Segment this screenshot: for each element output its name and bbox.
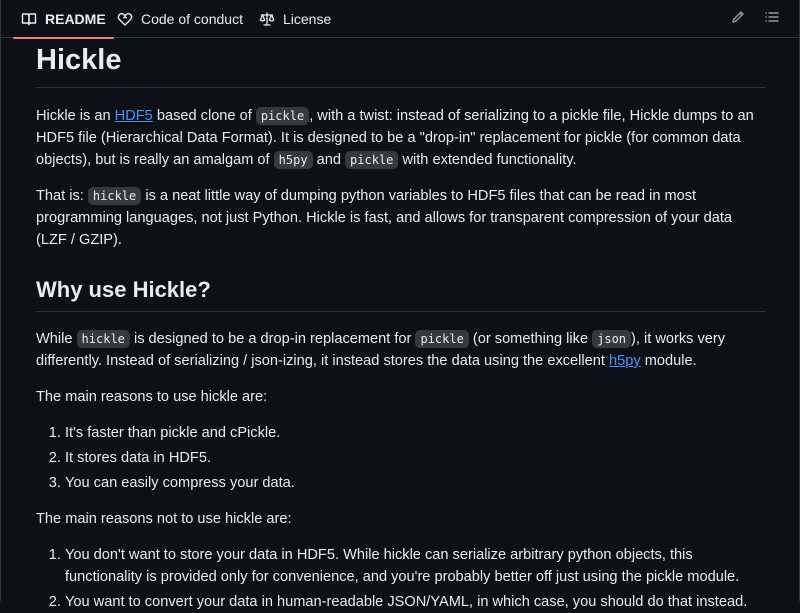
table-of-contents-button[interactable]: [762, 9, 782, 29]
hdf5-link[interactable]: HDF5: [114, 108, 153, 124]
list-item: 1. You don't want to store your data in HDF5. While hickle can serialize arbitrary python objects, this functionality is provided only for convenience, and you're probably better off just using the pickle module.: [65, 544, 766, 588]
text: While: [36, 331, 77, 347]
pencil-icon: [730, 9, 746, 30]
tab-readme-label: README: [45, 11, 106, 27]
text: and: [312, 152, 346, 168]
text: ), it works very differently. Instead of serializing / json-izing, it instead stores the data using the excellent: [36, 331, 726, 369]
why-paragraph: [36, 328, 766, 372]
text: That is:: [36, 188, 88, 204]
text: (or something like: [468, 331, 593, 347]
code-pickle: pickle: [345, 151, 398, 169]
not-reasons-intro: The main reasons not to use hickle are:: [36, 511, 292, 527]
list-item: 3. You can easily compress your data.: [65, 472, 766, 494]
readme-title: Hickle: [36, 38, 766, 88]
readme-tab-bar: [1, 0, 799, 38]
code-h5py: h5py: [274, 151, 313, 169]
text: based clone of: [152, 108, 256, 124]
heart-shield-icon: [117, 11, 133, 27]
tab-license-label: License: [283, 11, 332, 27]
list-icon: [764, 9, 780, 30]
text: Hickle is an: [36, 108, 115, 124]
code-json: json: [592, 330, 631, 348]
text: with extended functionality.: [398, 152, 577, 168]
reasons-intro: The main reasons to use hickle are:: [36, 389, 268, 405]
text: is designed to be a drop-in replacement for: [129, 331, 416, 347]
list-item: 1. It's faster than pickle and cPickle.: [65, 422, 766, 444]
code-hickle: hickle: [77, 330, 130, 348]
tab-code-of-conduct[interactable]: [117, 0, 243, 38]
readme-content: [36, 38, 766, 613]
list-item: 2. You want to convert your data in human-readable JSON/YAML, in which case, you should do that instead.: [65, 591, 766, 613]
reasons-list: [36, 422, 766, 494]
edit-file-button[interactable]: [728, 9, 748, 29]
tab-license[interactable]: [259, 0, 331, 38]
tab-readme[interactable]: [21, 0, 106, 38]
list-item: 2. It stores data in HDF5.: [65, 447, 766, 469]
code-hickle: hickle: [88, 187, 141, 205]
law-scale-icon: [259, 11, 275, 27]
tab-code-of-conduct-label: Code of conduct: [141, 11, 243, 27]
code-pickle: pickle: [415, 330, 468, 348]
book-icon: [21, 11, 37, 27]
summary-paragraph: [36, 185, 766, 251]
text: module.: [640, 353, 697, 369]
not-reasons-list: [36, 544, 766, 613]
code-pickle: pickle: [256, 107, 309, 125]
text: is a neat little way of dumping python variables to HDF5 files that can be read in most programming languages, not just Python. Hickle is fast, and allows for transparent compression of your data (LZF / GZIP).: [36, 188, 732, 248]
intro-paragraph: [36, 105, 766, 171]
h5py-link[interactable]: h5py: [609, 353, 641, 369]
text: , with a twist: instead of serializing to a pickle file, Hickle dumps to an HDF5 file (Hierarchical Data Format). It is designed to be a "drop-in" replacement for pickle (for common data objects), but is really an amalgam of: [36, 108, 754, 168]
why-use-heading: Why use Hickle?: [36, 275, 766, 312]
